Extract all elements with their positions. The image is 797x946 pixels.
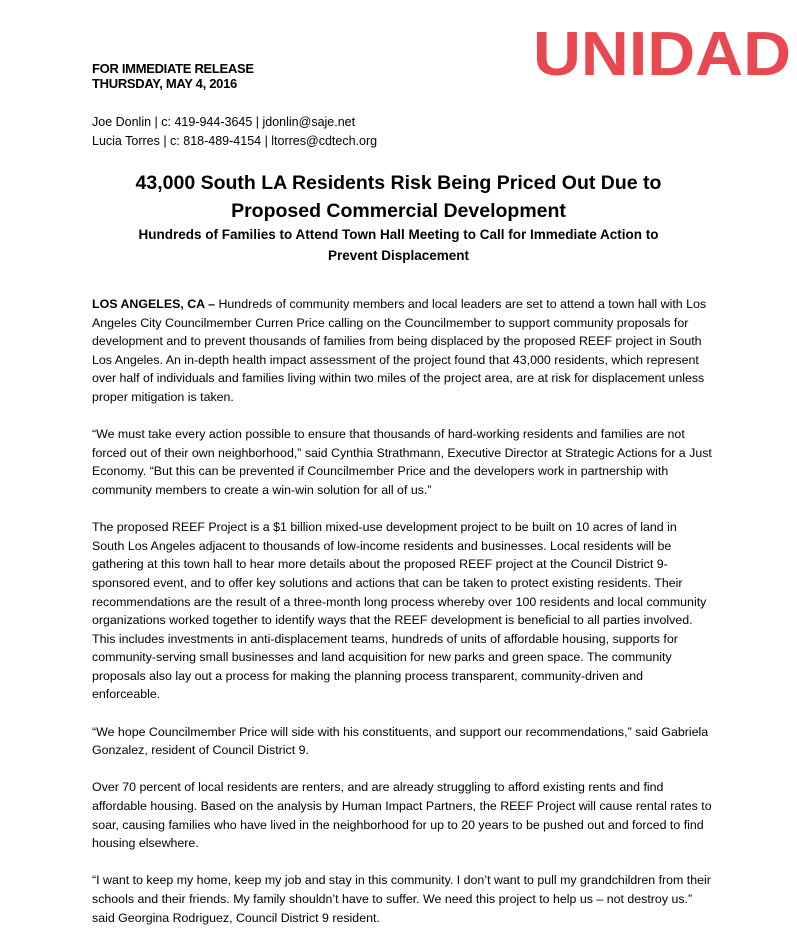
- paragraph-lead: [92, 295, 712, 407]
- subheadline-line: Hundreds of Families to Attend Town Hall Meeting to Call for Immediate Action to: [138, 227, 659, 242]
- paragraph-quote-gonzalez: “We hope Councilmember Price will side with his constituents, and support our recommendations,” said Gabriela Gonzalez, resident of Council District 9.: [92, 724, 709, 758]
- logo-wordmark: UNIDAD: [533, 23, 791, 83]
- contact-line: Joe Donlin | c: 419-944-3645 | jdonlin@saje.net: [92, 115, 356, 129]
- contact-list: [92, 113, 377, 151]
- release-date: THURSDAY, MAY 4, 2016: [92, 76, 237, 91]
- paragraph-renters: Over 70 percent of local residents are renters, and are already struggling to afford existing rents and find affordable housing. Based on the analysis by Human Impact Partners, the REEF Project will cause rental rates to soar, causing families who have lived in the neighborhood for up to 20 years to be pushed out and forced to find housing elsewhere.: [92, 780, 712, 851]
- release-label: FOR IMMEDIATE RELEASE: [92, 61, 254, 76]
- subheadline-line: Prevent Displacement: [327, 248, 470, 263]
- headline-line: 43,000 South LA Residents Risk Being Priced Out Due to: [135, 172, 662, 194]
- headline-line: Proposed Commercial Development: [231, 200, 566, 222]
- paragraph-text: Hundreds of community members and local leaders are set to attend a town hall with Los Angeles City Councilmember Curren Price calling on the Councilmember to support community proposals for development and to prevent thousands of families from being displaced by the proposed REEF project in South Los Angeles. An in-depth health impact assessment of the project found that 43,000 residents, which represent over half of individuals and families living within two miles of the project area, are at risk for displacement unless proper mitigation is taken.: [92, 297, 707, 404]
- paragraph-quote-strathmann: “We must take every action possible to ensure that thousands of hard-working residents and families are not forced out of their own neighborhood,” said Cynthia Strathmann, Executive Director at Strategic Actions for a Just Economy. “But this can be prevented if Councilmember Price and the developers work in partnership with community members to create a win-win solution for all of us.”: [92, 427, 712, 497]
- unidad-logo: [533, 23, 795, 83]
- dateline: LOS ANGELES, CA –: [92, 297, 216, 311]
- release-header: [92, 61, 254, 91]
- article-body: [92, 295, 712, 946]
- paragraph-quote-rodriguez: “I want to keep my home, keep my job and stay in this community. I don’t want to pull my grandchildren from their schools and their friends. My family shouldn’t have to suffer. We need this project to help us – not destroy us.” said Georgina Rodriguez, Council District 9 resident.: [92, 873, 711, 925]
- contact-line: Lucia Torres | c: 818-489-4154 | ltorres@cdtech.org: [92, 134, 378, 148]
- paragraph-project-details: The proposed REEF Project is a $1 billion mixed-use development project to be built on 10 acres of land in South Los Angeles adjacent to thousands of low-income residents and businesses. Local residents will be gathering at this town hall to hear more details about the proposed REEF project at the Council District 9-sponsored event, and to offer key solutions and actions that can be taken to protect existing residents. Their recommendations are the result of a three-month long process whereby over 100 residents and local community organizations worked together to identify ways that the REEF development is beneficial to all parties involved. This includes investments in anti-displacement teams, hundreds of units of affordable housing, supports for community-serving small businesses and land acquisition for new parks and green space. The community proposals also lay out a process for making the planning process transparent, community-driven and enforceable.: [92, 520, 707, 702]
- subheadline: [80, 224, 717, 266]
- headline: [80, 169, 717, 225]
